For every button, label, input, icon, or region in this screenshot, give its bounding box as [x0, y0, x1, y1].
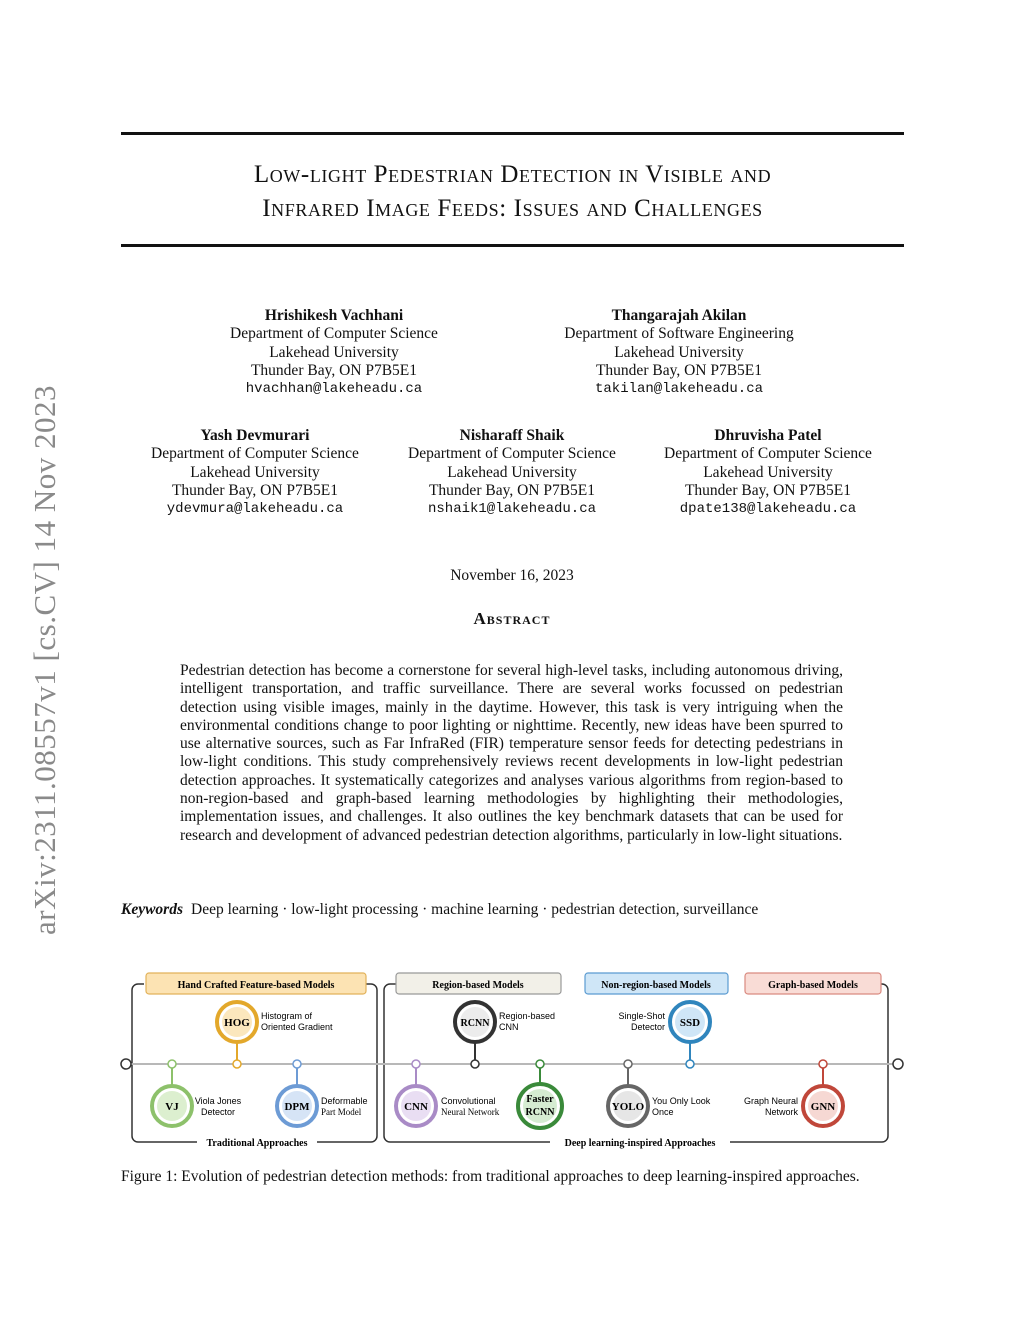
svg-text:Graph Neural: Graph Neural	[743, 1096, 798, 1106]
arxiv-stamp: arXiv:2311.08557v1 [cs.CV] 14 Nov 2023	[27, 385, 62, 935]
node-dpm	[277, 1060, 368, 1126]
author-block	[643, 427, 893, 518]
svg-text:CNN: CNN	[404, 1101, 428, 1113]
timeline-end	[893, 1059, 903, 1069]
author-dept: Department of Computer Science	[664, 445, 872, 463]
author-name: Yash Devmurari	[200, 427, 310, 444]
title-bottom-rule	[121, 244, 904, 247]
node-gnn	[744, 1060, 843, 1126]
svg-text:HOG: HOG	[224, 1017, 250, 1029]
svg-text:Non-region-based Models: Non-region-based Models	[601, 980, 711, 991]
author-email[interactable]: dpate138@lakeheadu.ca	[679, 501, 857, 518]
svg-text:Network: Network	[764, 1107, 798, 1117]
svg-text:Region-based Models: Region-based Models	[432, 980, 524, 991]
svg-text:Once: Once	[652, 1107, 674, 1117]
title-line-2: Infrared Image Feeds: Issues and Challenges	[262, 195, 763, 222]
group-label-deep-learning: Deep learning-inspired Approaches	[564, 1138, 716, 1149]
node-hog	[217, 1002, 333, 1068]
svg-text:Part Model: Part Model	[321, 1107, 362, 1117]
svg-text:Convolutional: Convolutional	[441, 1096, 496, 1106]
author-univ: Lakehead University	[614, 343, 744, 361]
svg-text:Faster: Faster	[526, 1094, 554, 1105]
timeline-start	[121, 1059, 131, 1069]
abstract-heading: Abstract	[473, 609, 551, 628]
svg-text:Neural Network: Neural Network	[441, 1107, 500, 1117]
author-block	[387, 427, 637, 518]
category-region-based	[396, 973, 561, 994]
author-email[interactable]: ydevmura@lakeheadu.ca	[166, 501, 344, 518]
svg-text:Detector: Detector	[630, 1022, 665, 1032]
svg-text:Deformable: Deformable	[321, 1096, 368, 1106]
svg-text:Graph-based Models: Graph-based Models	[768, 980, 858, 991]
svg-text:RCNN: RCNN	[525, 1107, 555, 1118]
svg-text:Region-based: Region-based	[499, 1011, 556, 1021]
figure-caption: Figure 1: Evolution of pedestrian detection methods: from traditional approaches to deep learning-inspired approaches.	[121, 1168, 860, 1185]
svg-text:Viola Jones: Viola Jones	[194, 1096, 242, 1106]
node-yolo	[608, 1060, 711, 1126]
paper-title	[121, 158, 904, 226]
author-addr: Thunder Bay, ON P7B5E1	[250, 361, 418, 379]
figure-1-evolution-diagram	[110, 962, 920, 1157]
svg-text:Hand Crafted Feature-based Mod: Hand Crafted Feature-based Models	[177, 980, 335, 991]
author-email[interactable]: hvachhan@lakeheadu.ca	[245, 381, 423, 398]
svg-text:YOLO: YOLO	[611, 1101, 645, 1113]
author-dept: Department of Computer Science	[230, 325, 438, 343]
author-addr: Thunder Bay, ON P7B5E1	[428, 481, 596, 499]
author-name: Thangarajah Akilan	[611, 307, 747, 324]
svg-text:Histogram of: Histogram of	[261, 1011, 313, 1021]
svg-text:VJ: VJ	[165, 1101, 179, 1113]
category-non-region-based	[585, 973, 728, 994]
svg-text:SSD: SSD	[679, 1017, 701, 1029]
abstract-text: Pedestrian detection has become a cornerstone for several high-level tasks, including autonomous driving, intelligent transportation, and traffic surveillance. There are several works focussed on pedestrian detection using visible images, mainly in the daytime. However, this task is very intriguing when the environmental conditions change to poor lighting or nighttime. Recently, new ideas have been spurred to use alternative sources, such as Far InfraRed (FIR) temperature sensor feeds for detecting pedestrians in low-light conditions. This study comprehensively reviews recent developments in low-light pedestrian detection approaches. It systematically categorizes and analyses various algorithms from region-based to non-region-based and graph-based learning methodologies by highlighting their methodologies, implementation issues, and challenges. It also outlines the key benchmark datasets that can be used for research and development of advanced pedestrian detection algorithms, particularly in low-light situations.	[180, 662, 843, 844]
svg-text:DPM: DPM	[284, 1101, 310, 1113]
author-name: Hrishikesh Vachhani	[264, 307, 404, 324]
author-dept: Department of Computer Science	[408, 445, 616, 463]
svg-text:Detector: Detector	[200, 1107, 236, 1117]
keywords-text: Deep learning · low-light processing · machine learning · pedestrian detection, surveillance	[191, 901, 759, 918]
node-cnn	[396, 1060, 500, 1126]
keywords	[121, 901, 758, 919]
author-addr: Thunder Bay, ON P7B5E1	[684, 481, 852, 499]
author-univ: Lakehead University	[703, 463, 833, 481]
keywords-label: Keywords	[121, 901, 183, 918]
category-graph-based	[745, 973, 881, 994]
node-vj	[152, 1060, 242, 1126]
category-hand-crafted	[146, 973, 366, 994]
svg-text:Single-Shot: Single-Shot	[618, 1011, 665, 1021]
author-email[interactable]: takilan@lakeheadu.ca	[594, 381, 764, 398]
author-block	[130, 427, 380, 518]
author-name: Nisharaff Shaik	[459, 427, 565, 444]
publication-date: November 16, 2023	[450, 567, 574, 584]
svg-text:Oriented Gradient: Oriented Gradient	[261, 1022, 333, 1032]
node-faster-rcnn	[518, 1060, 562, 1128]
node-rcnn	[455, 1002, 555, 1068]
author-dept: Department of Software Engineering	[564, 325, 794, 343]
author-block	[534, 307, 824, 398]
svg-text:GNN: GNN	[810, 1101, 836, 1113]
author-name: Dhruvisha Patel	[714, 427, 822, 444]
svg-text:CNN: CNN	[499, 1022, 519, 1032]
author-addr: Thunder Bay, ON P7B5E1	[595, 361, 763, 379]
title-line-1: Low-light Pedestrian Detection in Visible and	[253, 161, 772, 188]
author-univ: Lakehead University	[447, 463, 577, 481]
group-label-traditional: Traditional Approaches	[206, 1138, 308, 1149]
author-dept: Department of Computer Science	[151, 445, 359, 463]
svg-text:You Only Look: You Only Look	[652, 1096, 711, 1106]
author-univ: Lakehead University	[190, 463, 320, 481]
svg-text:RCNN: RCNN	[460, 1018, 490, 1029]
author-addr: Thunder Bay, ON P7B5E1	[171, 481, 339, 499]
title-top-rule	[121, 132, 904, 135]
author-email[interactable]: nshaik1@lakeheadu.ca	[427, 501, 597, 518]
node-ssd	[618, 1002, 710, 1068]
author-univ: Lakehead University	[269, 343, 399, 361]
author-block	[194, 307, 474, 398]
